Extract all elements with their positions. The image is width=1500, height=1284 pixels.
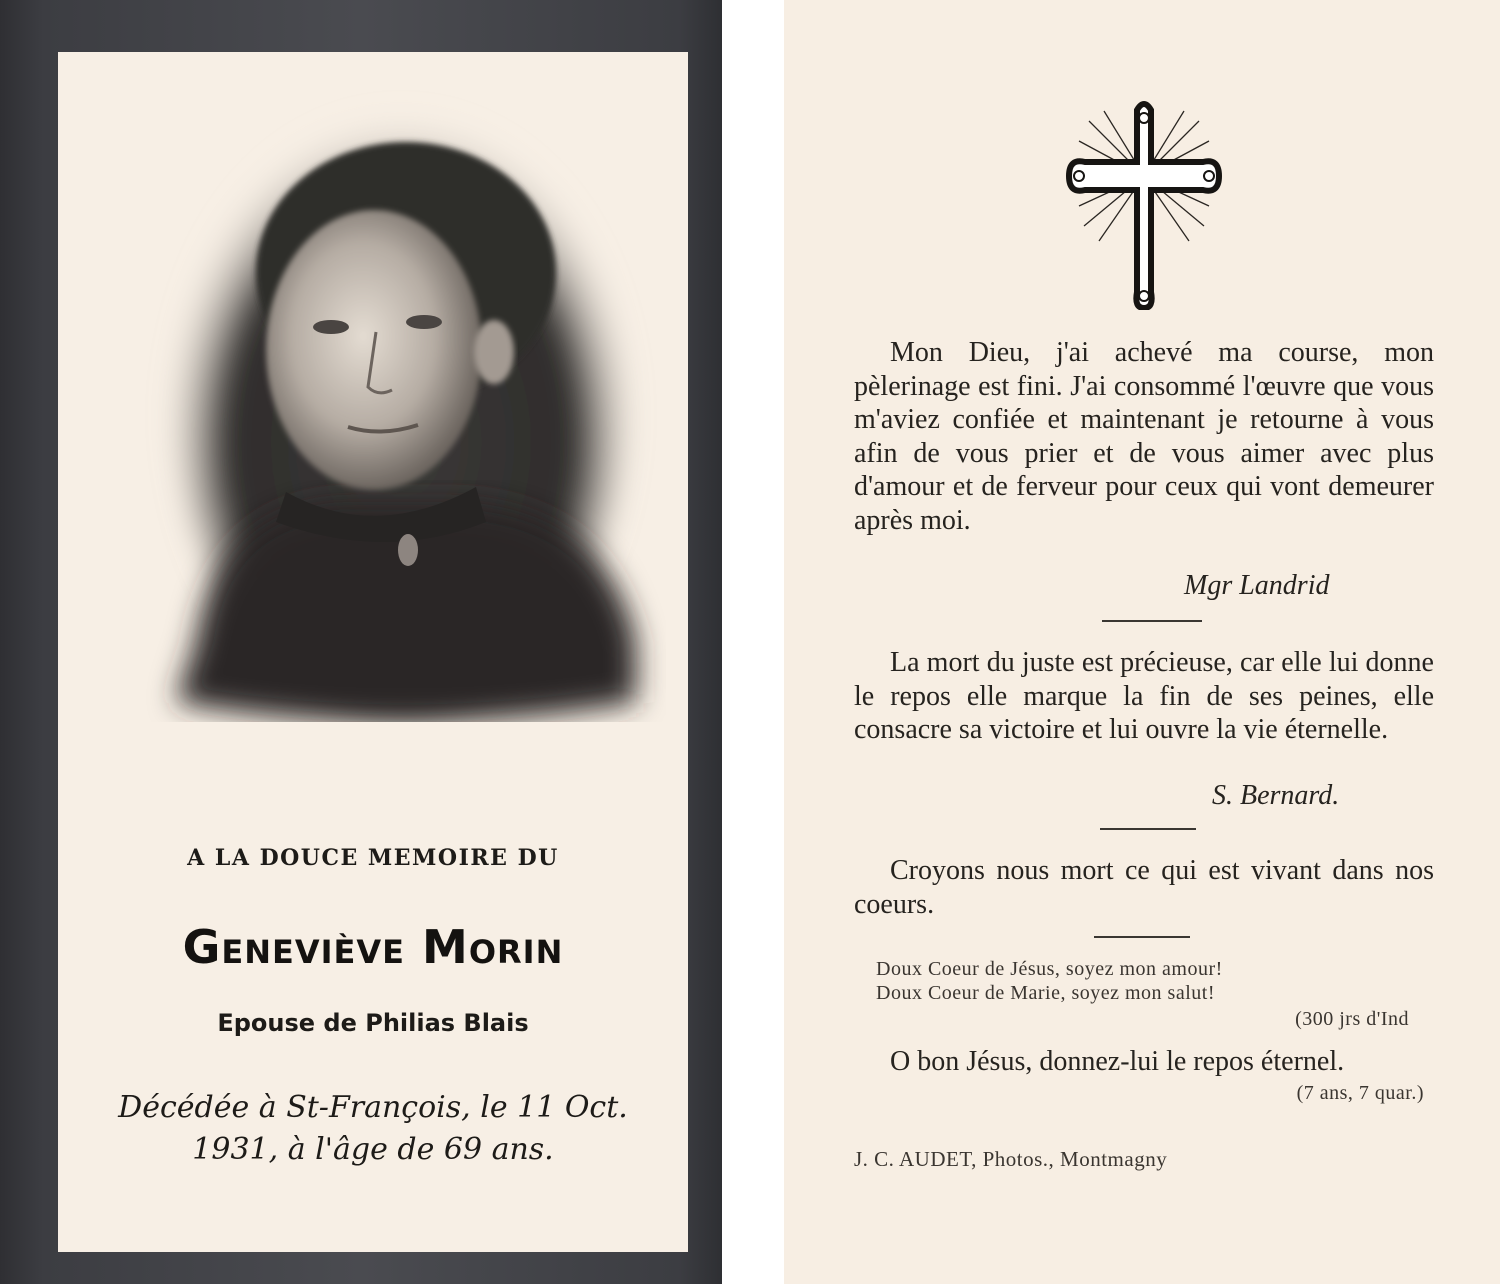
memorial-card-back — [784, 0, 1500, 1284]
memorial-caption: A LA DOUCE MEMOIRE DU — [187, 845, 559, 871]
death-details — [98, 1087, 648, 1171]
divider-1 — [1102, 620, 1202, 622]
photographer-credit: J. C. AUDET, Photos., Montmagny — [854, 1147, 1168, 1171]
death-line-1: Décédée à St-François, le 11 Oct. — [118, 1090, 628, 1125]
deceased-name: Geneviève Morin — [182, 920, 564, 974]
invocation-1: Doux Coeur de Jésus, soyez mon amour! — [876, 958, 1223, 980]
card-front-panel — [58, 52, 688, 1252]
portrait-photo — [136, 82, 666, 722]
indulgence-2: (7 ans, 7 quar.) — [1296, 1082, 1424, 1104]
author-1: Mgr Landrid — [1184, 570, 1330, 601]
prayer-4: O bon Jésus, donnez-lui le repos éternel. — [890, 1046, 1345, 1077]
death-line-2: 1931, à l'âge de 69 ans. — [192, 1132, 554, 1167]
invocation-2: Doux Coeur de Marie, soyez mon salut! — [876, 982, 1215, 1004]
author-2: S. Bernard. — [1212, 780, 1340, 811]
prayer-2: La mort du juste est précieuse, car elle lui donne le repos elle marque la fin de ses peines, elle consacre sa victoire et lui ouvre la vie éternelle. — [854, 647, 1434, 745]
memorial-card-front — [0, 0, 722, 1284]
prayer-1: Mon Dieu, j'ai achevé ma course, mon pèlerinage est fini. J'ai consommé l'œuvre que vous m'aviez confiée et maintenant je retourne à vous afin de vous prier et de vous aimer avec plus d'amour et de ferveur pour ceux qui vont demeurer après moi. — [854, 337, 1434, 536]
indulgence-1: (300 jrs d'Ind — [1295, 1008, 1409, 1030]
divider-2 — [1100, 828, 1196, 830]
cross-icon — [1059, 96, 1229, 310]
divider-3 — [1094, 936, 1190, 938]
prayer-3: Croyons nous mort ce qui est vivant dans nos coeurs. — [854, 855, 1434, 920]
spouse-line: Epouse de Philias Blais — [217, 1009, 529, 1037]
